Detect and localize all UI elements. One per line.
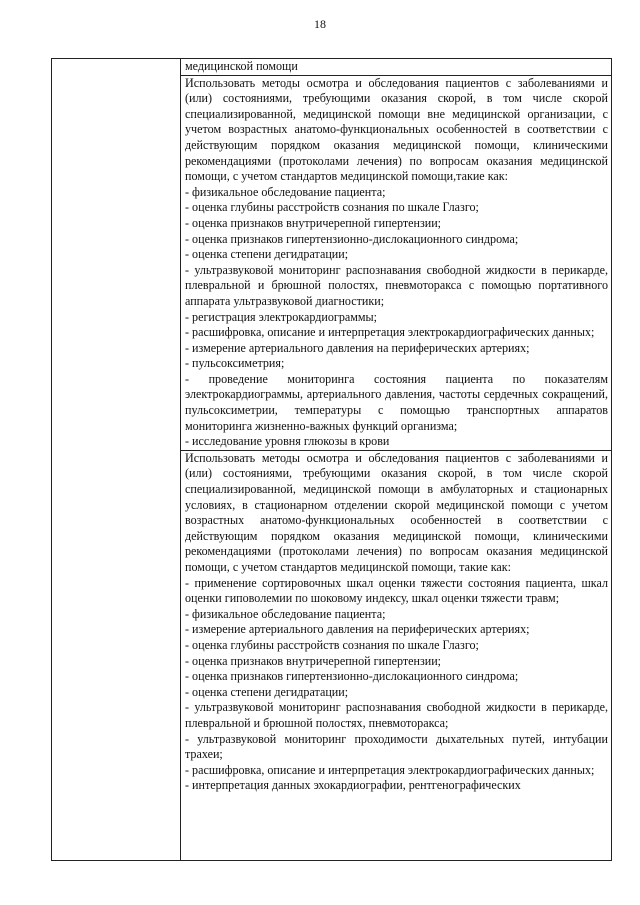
page-number: 18 [314,17,326,31]
cell-text-line: - расшифровка, описание и интерпретация электрокардиографических данных; [185,762,595,777]
cell-text-line: - оценка глубины расстройств сознания по шкале Глазго; [185,637,479,652]
table-cell [181,75,611,450]
cell-text-line: - ультразвуковой мониторинг проходимости дыхательных путей, интубации трахеи; [185,731,608,762]
cell-text-line: - оценка степени дегидратации; [185,684,349,699]
left-column-empty [52,59,181,860]
cell-text-line: - пульсоксиметрия; [185,356,285,371]
right-column [181,59,611,860]
cell-text-line: Использовать методы осмотра и обследования пациентов с заболеваниями и (или) состояниями, требующими оказания скорой, в том числе скорой специализированной, медицинской помощи вне медицинской организации, с учетом возрастных анатомо-функциональных особенностей в соответствии с действующим порядком оказания медицинской помощи, клиническими рекомендациями (протоколами лечения) по вопросам оказания медицинской помощи, с учетом стандартов медицинской помощи,такие как: [185,75,608,184]
cell-text-line: - оценка степени дегидратации; [185,247,349,262]
cell-text-line: - ультразвуковой мониторинг распознавания свободной жидкости в перикарде, плевральной и брюшной полостях, пневмоторакса; [185,700,608,730]
cell-text-line: - оценка признаков внутричерепной гипертензии; [185,215,442,230]
cell-text-line: - измерение артериального давления на периферических артериях; [185,340,530,355]
cell-text-line: медицинской помощи [185,59,298,73]
cell-text-line: - интерпретация данных эхокардиографии, рентгенографических [185,778,521,793]
cell-text-line: - проведение мониторинга состояния пациента по показателям электрокардиограммы, артериального давления, частоты сердечных сокращений, пульсоксиметрии, температуры с помощью транспортных аппаратов мониторинга жизненно-важных функций организма; [185,371,608,433]
table-cell [181,450,611,794]
cell-text-line: - применение сортировочных шкал оценки тяжести состояния пациента, шкал оценки гиповолемии по шоковому индексу, шкал оценки тяжести травм; [185,575,608,606]
cell-text-line: - оценка признаков внутричерепной гипертензии; [185,653,442,668]
cell-text-line: - оценка признаков гипертензионно-дислокационного синдрома; [185,231,519,246]
cell-text-line: - регистрация электрокардиограммы; [185,309,378,324]
table-cell [181,59,611,75]
cell-text-line: - расшифровка, описание и интерпретация электрокардиографических данных; [185,325,595,340]
cell-text-line: - исследование уровня глюкозы в крови [185,434,390,449]
cell-text-line: Использовать методы осмотра и обследования пациентов с заболеваниями и (или) состояниями, требующими оказания скорой, в том числе скорой специализированной, медицинской помощи в амбулаторных и стационарных условиях, в стационарном отделении скорой медицинской помощи с учетом возрастных анатомо-функциональных особенностей в соответствии с действующим порядком оказания медицинской помощи, клиническими рекомендациями (протоколами лечения) по вопросам оказания медицинской помощи, с учетом стандартов медицинской помощи, такие как: [185,450,608,574]
requirements-table [51,58,612,861]
cell-text-line: - измерение артериального давления на периферических артериях; [185,622,530,637]
cell-text-line: - ультразвуковой мониторинг распознавания свободной жидкости в перикарде, плевральной и брюшной полостях, пневмоторакса с помощью портативного аппарата ультразвуковой диагностики; [185,262,608,308]
cell-text-line: - оценка глубины расстройств сознания по шкале Глазго; [185,200,479,215]
cell-text-line: - физикальное обследование пациента; [185,184,386,199]
cell-text-line: - оценка признаков гипертензионно-дислокационного синдрома; [185,669,519,684]
cell-text-line: - физикальное обследование пациента; [185,606,386,621]
